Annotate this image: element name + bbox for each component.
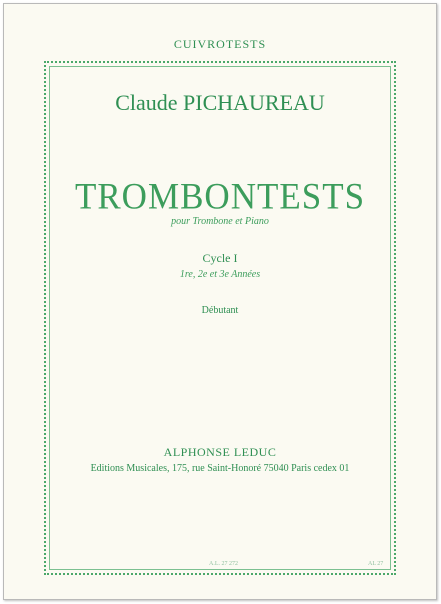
plate-number-right: AL 27 [368, 561, 384, 567]
decorative-frame [44, 61, 396, 575]
plate-number-left: A.L. 27 272 [209, 561, 238, 567]
composer-name: Claude PICHAUREAU [115, 90, 325, 115]
work-title: TROMBONTESTS [74, 176, 366, 217]
years-label: 1re, 2e et 3e Années [179, 269, 261, 280]
publisher-name: ALPHONSE LEDUC [163, 445, 277, 459]
cycle-label: Cycle I [202, 251, 238, 265]
publisher-address: Editions Musicales, 175, rue Saint-Honoré 75040 Paris cedex 01 [90, 463, 350, 474]
score-cover [3, 3, 437, 600]
frame-inner-rule [49, 66, 391, 570]
series-name: CUIVROTESTS [173, 37, 267, 51]
level-label: Débutant [201, 305, 239, 316]
instrumentation: pour Trombone et Piano [171, 216, 269, 227]
